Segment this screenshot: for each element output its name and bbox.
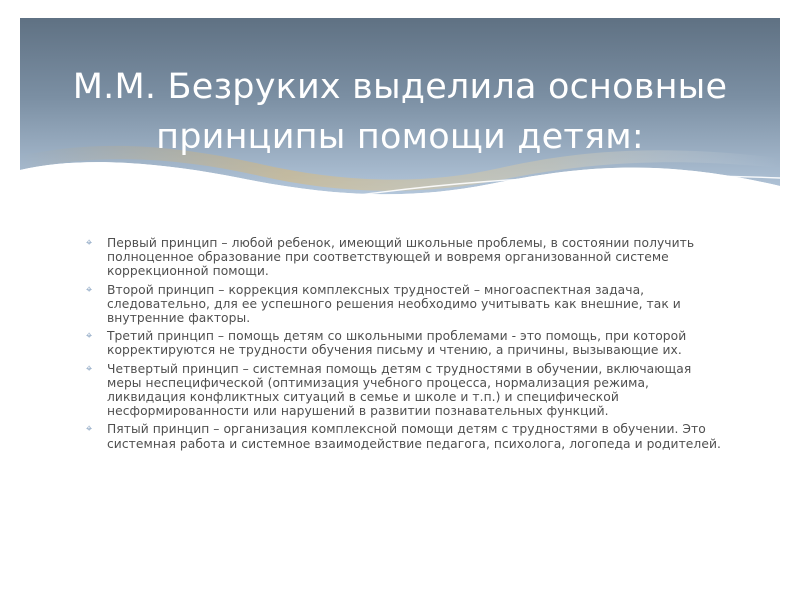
principle-item-3 (86, 329, 726, 357)
principle-text-2: Второй принцип – коррекция комплексных трудностей – многоаспектная задача, следовательно, для ее успешного решения необходимо учитывать как внешние, так и внутренние факторы. (107, 282, 681, 326)
slide-title-line-1: М.М. Безруких выделила основные (72, 67, 728, 107)
bullet-icon: ⌖ (86, 329, 93, 343)
principle-item-2 (86, 283, 726, 326)
principle-text-5: Пятый принцип – организация комплексной помощи детям с трудностями в обучении. Это системная работа и системное взаимодействие педагога, психолога, логопеда и родителей. (107, 422, 721, 451)
principle-text-4: Четвертый принцип – системная помощь детям с трудностями в обучении, включающая меры неспецифической (оптимизация учебного процесса, нормализация режима, ликвидация конфликтных ситуаций в семье и школе и т.п.) и специфической несформированности или нарушений в развитии познавательных функций. (107, 361, 692, 419)
principle-item-1 (86, 236, 726, 279)
principle-item-5 (86, 422, 726, 450)
principle-item-4 (86, 362, 726, 419)
bullet-icon: ⌖ (86, 282, 93, 296)
bullet-icon: ⌖ (86, 422, 93, 436)
slide-title-line-2: принципы помощи детям: (156, 117, 644, 157)
bullet-icon: ⌖ (86, 236, 93, 249)
slide-title (20, 62, 780, 162)
principle-text-3: Третий принцип – помощь детям со школьными проблемами - это помощь, при которой корректируются не трудности обучения письму и чтению, а причины, вызывающие их. (107, 329, 687, 358)
bullet-icon: ⌖ (86, 361, 93, 375)
principles-list (86, 236, 726, 455)
principle-text-1: Первый принцип – любой ребенок, имеющий школьные проблемы, в состоянии получить полноценное образование при соответствующей и вовремя организованной системе коррекционной помощи. (107, 236, 695, 279)
